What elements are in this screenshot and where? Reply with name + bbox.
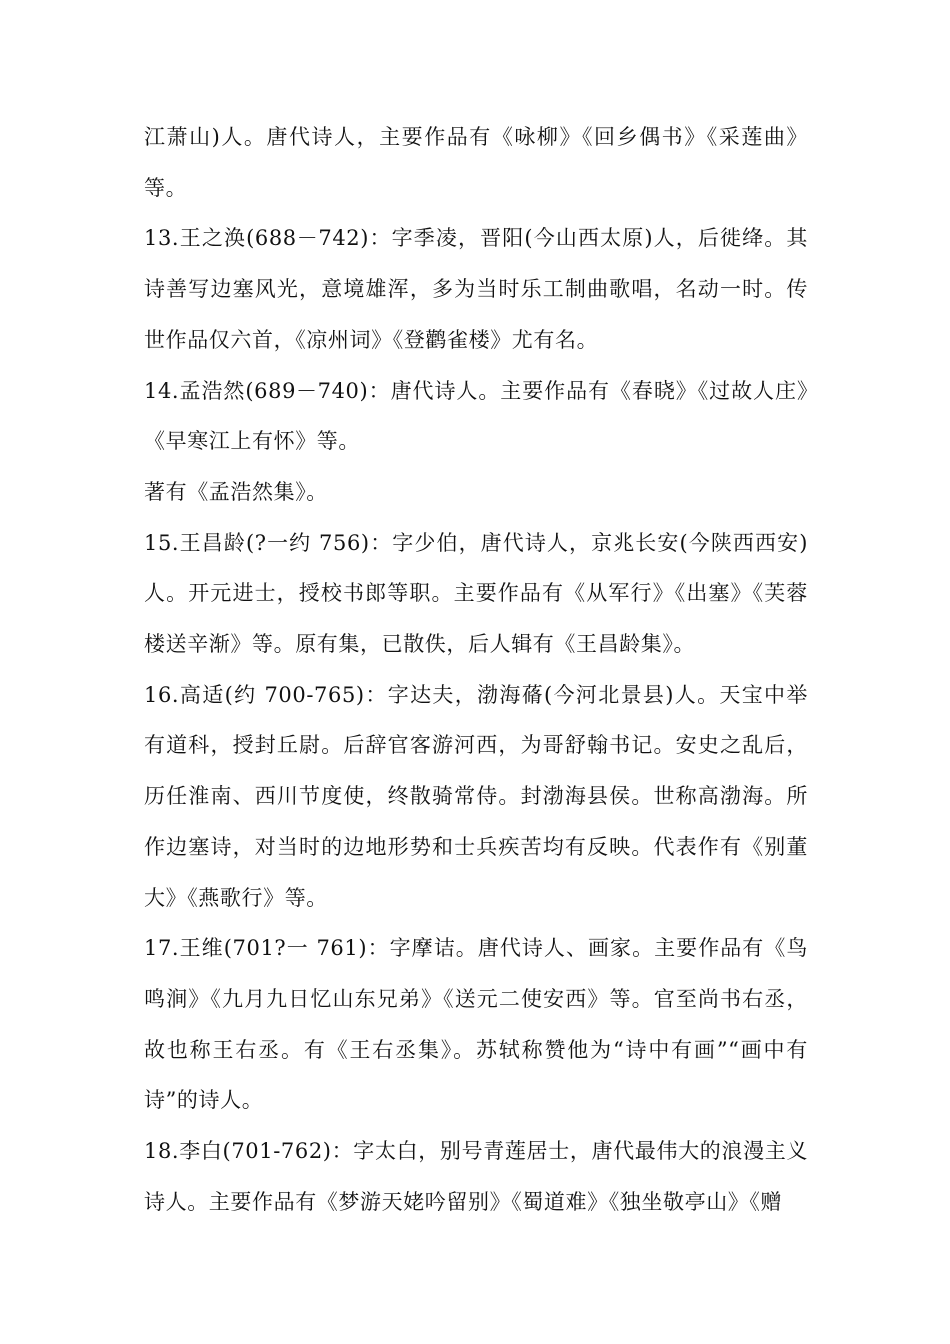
paragraph-8: 18.李白(701-762)：字太白，别号青莲居士，唐代最伟大的浪漫主义诗人。主要作品有《梦游天姥吟留别》《蜀道难》《独坐敬亭山》《赠 [144, 1139, 808, 1214]
paragraph-2: 13.王之涣(688－742)：字季凌，晋阳(今山西太原)人，后徙绛。其诗善写边塞风光，意境雄浑，多为当时乐工制曲歌唱，名动一时。传世作品仅六首，《凉州词》《登鹳雀楼》尤有名。 [144, 226, 808, 352]
paragraph-7: 17.王维(701?一 761)：字摩诘。唐代诗人、画家。主要作品有《鸟鸣涧》《九月九日忆山东兄弟》《送元二使安西》等。官至尚书右丞，故也称王右丞。有《王右丞集》。苏轼称赞他为“诗中有画”“画中有诗”的诗人。 [144, 936, 808, 1113]
paragraph-3: 14.孟浩然(689－740)：唐代诗人。主要作品有《春晓》《过故人庄》《早寒江上有怀》等。 [144, 378, 808, 454]
paragraph-6: 16.高适(约 700-765)：字达夫，渤海蓨(今河北景县)人。天宝中举有道科，授封丘尉。后辞官客游河西，为哥舒翰书记。安史之乱后，历任淮南、西川节度使，终散骑常侍。封渤海县侯。世称高渤海。所作边塞诗，对当时的边地形势和士兵疾苦均有反映。代表作有《别董大》《燕歌行》等。 [144, 682, 808, 910]
document-body [144, 112, 808, 1227]
paragraph-4: 著有《孟浩然集》。 [144, 479, 328, 504]
paragraph-5: 15.王昌龄(?一约 756)：字少伯，唐代诗人，京兆长安(今陕西西安)人。开元进士，授校书郎等职。主要作品有《从军行》《出塞》《芙蓉楼送辛渐》等。原有集，已散佚，后人辑有《王昌龄集》。 [144, 530, 808, 657]
paragraph-1: 江萧山)人。唐代诗人，主要作品有《咏柳》《回乡偶书》《采莲曲》等。 [144, 125, 808, 200]
